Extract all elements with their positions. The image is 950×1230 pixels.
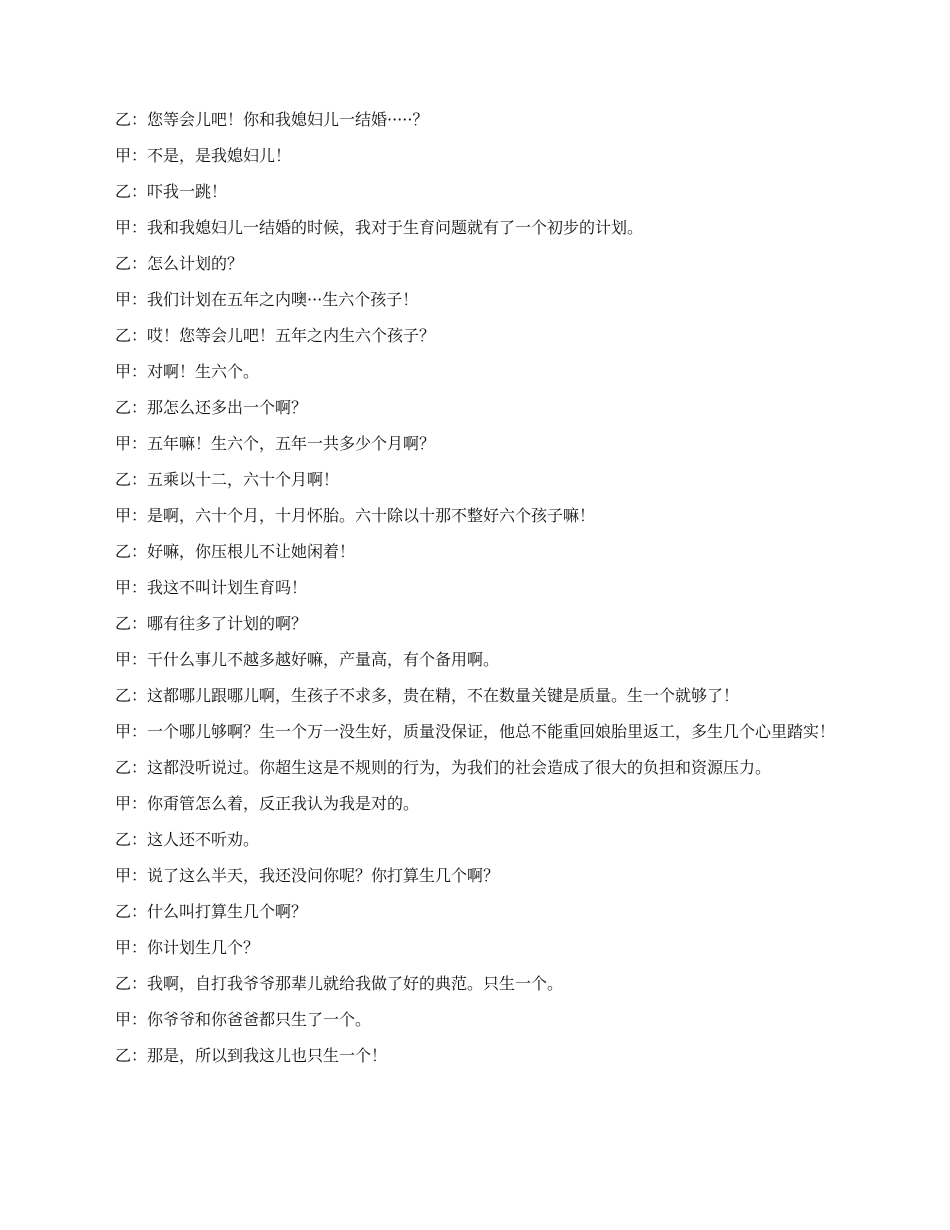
dialogue-line: 乙：哎！您等会儿吧！五年之内生六个孩子？	[115, 326, 436, 345]
dialogue-line: 甲：五年嘛！生六个，五年一共多少个月啊？	[115, 434, 436, 453]
dialogue-line: 甲：你计划生几个？	[115, 938, 260, 957]
dialogue-line: 甲：是啊，六十个月，十月怀胎。六十除以十那不整好六个孩子嘛！	[115, 506, 596, 525]
dialogue-line: 乙：吓我一跳！	[115, 182, 228, 201]
dialogue-line: 甲：我们计划在五年之内噢···生六个孩子！	[115, 290, 419, 309]
dialogue-line: 乙：五乘以十二，六十个月啊！	[115, 470, 340, 489]
dialogue-body	[115, 111, 842, 1065]
dialogue-line: 乙：这都哪儿跟哪儿啊，生孩子不求多，贵在精，不在数量关键是质量。生一个就够了！	[115, 686, 740, 705]
dialogue-line: 乙：您等会儿吧！你和我媳妇儿一结婚·····？	[115, 110, 429, 129]
dialogue-line: 乙：哪有往多了计划的啊？	[115, 614, 308, 633]
dialogue-line: 乙：什么叫打算生几个啊？	[115, 902, 308, 921]
dialogue-line: 乙：好嘛，你压根儿不让她闲着！	[115, 542, 356, 561]
dialogue-line: 甲：对啊！生六个。	[115, 362, 260, 381]
dialogue-line: 甲：我这不叫计划生育吗！	[115, 578, 308, 597]
dialogue-line: 乙：这都没听说过。你超生这是不规则的行为，为我们的社会造成了很大的负担和资源压力。	[115, 758, 772, 777]
dialogue-line: 甲：干什么事儿不越多越好嘛，产量高，有个备用啊。	[115, 650, 500, 669]
dialogue-line: 乙：我啊，自打我爷爷那辈儿就给我做了好的典范。只生一个。	[115, 974, 564, 993]
dialogue-line: 甲：一个哪儿够啊？生一个万一没生好，质量没保证，他总不能重回娘胎里返工，多生几个心里踏实！	[115, 722, 836, 741]
dialogue-line: 乙：这人还不听劝。	[115, 830, 260, 849]
dialogue-line: 乙：那是，所以到我这儿也只生一个！	[115, 1046, 388, 1065]
dialogue-line: 甲：你爷爷和你爸爸都只生了一个。	[115, 1010, 372, 1029]
dialogue-line: 乙：怎么计划的？	[115, 254, 244, 273]
dialogue-line: 甲：你甭管怎么着，反正我认为我是对的。	[115, 794, 420, 813]
dialogue-line: 甲：说了这么半天，我还没问你呢？你打算生几个啊？	[115, 866, 500, 885]
dialogue-line: 甲：不是，是我媳妇儿！	[115, 146, 292, 165]
dialogue-line: 甲：我和我媳妇儿一结婚的时候，我对于生育问题就有了一个初步的计划。	[115, 218, 644, 237]
dialogue-line: 乙：那怎么还多出一个啊？	[115, 398, 308, 417]
